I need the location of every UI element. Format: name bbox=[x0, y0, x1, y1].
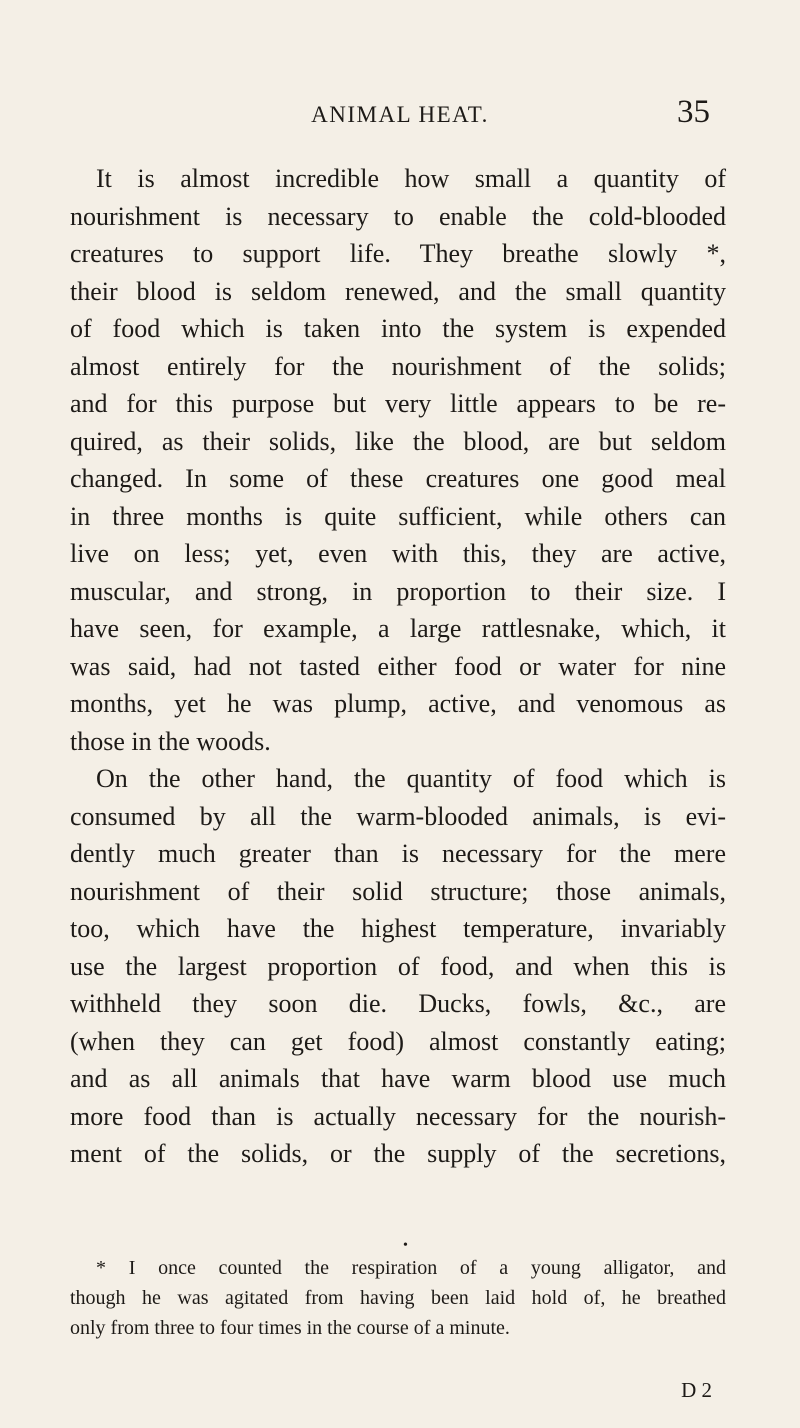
text-line: (when they can get food) almost constantly eating; bbox=[70, 1026, 726, 1056]
text-line: of food which is taken into the system is expended bbox=[70, 314, 726, 343]
text-line: in three months is quite sufficient, while others can bbox=[70, 501, 726, 531]
footnote bbox=[70, 1253, 726, 1343]
page-header bbox=[90, 94, 710, 138]
text-line: was said, had not tasted either food or water for nine bbox=[70, 651, 726, 681]
body-text bbox=[70, 160, 726, 1173]
text-line: dently much greater than is necessary for the mere bbox=[70, 839, 726, 868]
text-line: their blood is seldom renewed, and the small quantity bbox=[70, 276, 726, 306]
text-line: and for this purpose but very little appears to be re- bbox=[70, 389, 726, 418]
text-line: changed. In some of these creatures one good meal bbox=[70, 464, 726, 493]
footnote-line: * I once counted the respiration of a young alligator, and bbox=[96, 1257, 726, 1279]
text-line: almost entirely for the nourishment of the solids; bbox=[70, 351, 726, 381]
footnote-separator-mark: • bbox=[403, 1238, 408, 1253]
footnote-line: only from three to four times in the course of a minute. bbox=[70, 1317, 510, 1339]
text-line: live on less; yet, even with this, they are active, bbox=[70, 539, 726, 568]
text-line: On the other hand, the quantity of food which is bbox=[96, 764, 726, 793]
text-line: use the largest proportion of food, and when this is bbox=[70, 951, 726, 981]
text-line: muscular, and strong, in proportion to their size. I bbox=[70, 576, 726, 606]
text-line: months, yet he was plump, active, and venomous as bbox=[70, 689, 726, 718]
text-line: too, which have the highest temperature, invariably bbox=[70, 914, 726, 943]
text-line: consumed by all the warm-blooded animals, is evi- bbox=[70, 801, 726, 831]
text-line: those in the woods. bbox=[70, 726, 271, 756]
signature-mark: D 2 bbox=[681, 1378, 712, 1402]
text-line: have seen, for example, a large rattlesnake, which, it bbox=[70, 614, 726, 643]
page-number: 35 bbox=[677, 94, 710, 130]
text-line: quired, as their solids, like the blood, are but seldom bbox=[70, 426, 726, 456]
text-line: nourishment of their solid structure; those animals, bbox=[70, 876, 726, 906]
text-line: more food than is actually necessary for the nourish- bbox=[70, 1101, 726, 1131]
text-line: withheld they soon die. Ducks, fowls, &c., are bbox=[70, 989, 726, 1018]
running-head: ANIMAL HEAT. bbox=[311, 102, 489, 127]
text-line: It is almost incredible how small a quantity of bbox=[96, 164, 726, 193]
text-line: nourishment is necessary to enable the cold-blooded bbox=[70, 201, 726, 231]
footnote-line: though he was agitated from having been laid hold of, he breathed bbox=[70, 1287, 726, 1309]
text-line: and as all animals that have warm blood use much bbox=[70, 1064, 726, 1093]
text-line: creatures to support life. They breathe slowly *, bbox=[70, 239, 726, 268]
text-line: ment of the solids, or the supply of the secretions, bbox=[70, 1139, 726, 1168]
